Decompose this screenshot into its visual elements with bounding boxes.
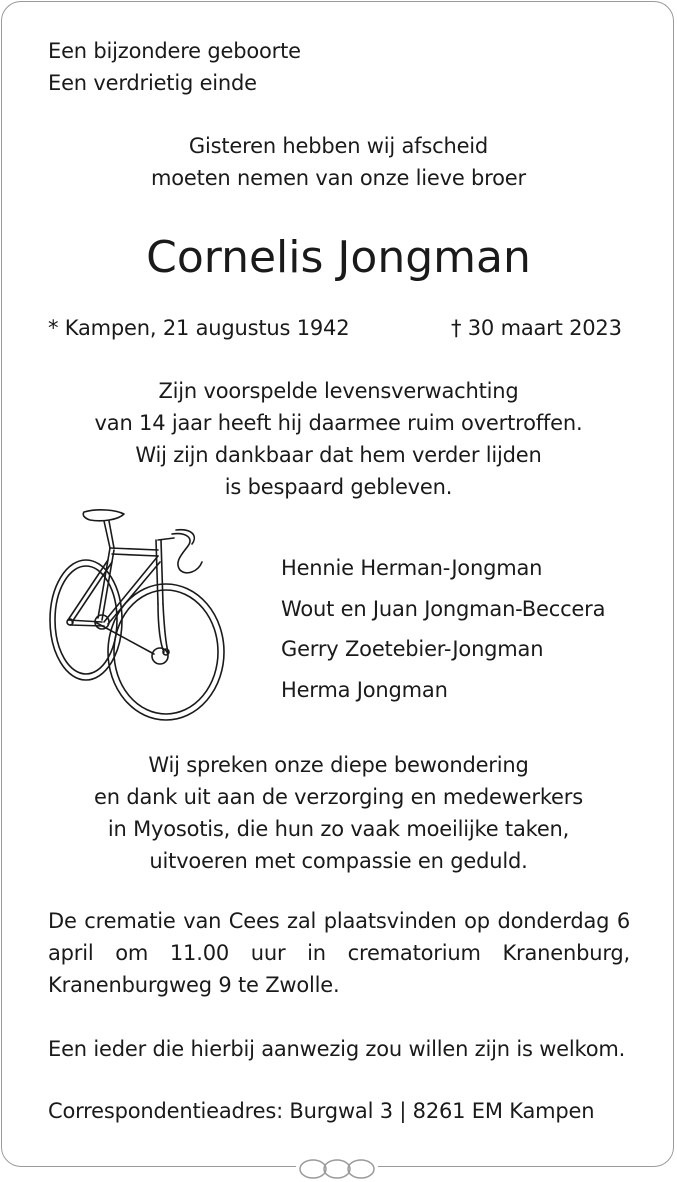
intro-line-1: Een bijzondere geboorte [48, 39, 301, 63]
thanks-line-3: in Myosotis, die hun zo vaak moeilijke taken, [107, 817, 570, 841]
family-list [281, 548, 605, 710]
farewell-line-1: Gisteren hebben wij afscheid [188, 134, 489, 158]
thanks-text [0, 749, 677, 877]
intro-text [48, 35, 301, 99]
life-line-2: van 14 jaar heeft hij daarmee ruim overtroffen. [94, 411, 583, 435]
death-info: † 30 maart 2023 [451, 316, 622, 340]
life-text [0, 375, 677, 503]
thanks-line-2: en dank uit aan de verzorging en medewerkers [94, 785, 583, 809]
deceased-name: Cornelis Jongman [146, 232, 531, 283]
bicycle-icon [46, 504, 236, 726]
family-member: Hennie Herman-Jongman [281, 556, 543, 580]
cremation-info: De crematie van Cees zal plaatsvinden op donderdag 6 april om 11.00 uur in crematorium Kranenburg, Kranenburgweg 9 te Zwolle. [48, 909, 630, 997]
birth-info: * Kampen, 21 augustus 1942 [48, 316, 350, 340]
three-loops-ornament-icon [296, 1156, 378, 1182]
thanks-line-1: Wij spreken onze diepe bewondering [148, 753, 529, 777]
family-member: Gerry Zoetebier-Jongman [281, 637, 544, 661]
family-member: Herma Jongman [281, 677, 448, 702]
life-line-4: is bespaard gebleven. [224, 475, 453, 499]
life-line-3: Wij zijn dankbaar dat hem verder lijden [135, 443, 542, 467]
life-line-1: Zijn voorspelde levensverwachting [158, 379, 519, 403]
thanks-line-4: uitvoeren met compassie en geduld. [149, 849, 528, 873]
farewell-text [0, 130, 677, 194]
correspondence-address: Correspondentieadres: Burgwal 3 | 8261 EM Kampen [48, 1099, 595, 1123]
farewell-line-2: moeten nemen van onze lieve broer [151, 166, 526, 190]
welcome-text: Een ieder die hierbij aanwezig zou willen zijn is welkom. [48, 1037, 626, 1061]
intro-line-2: Een verdrietig einde [48, 71, 257, 95]
family-member: Wout en Juan Jongman-Beccera [281, 596, 606, 621]
